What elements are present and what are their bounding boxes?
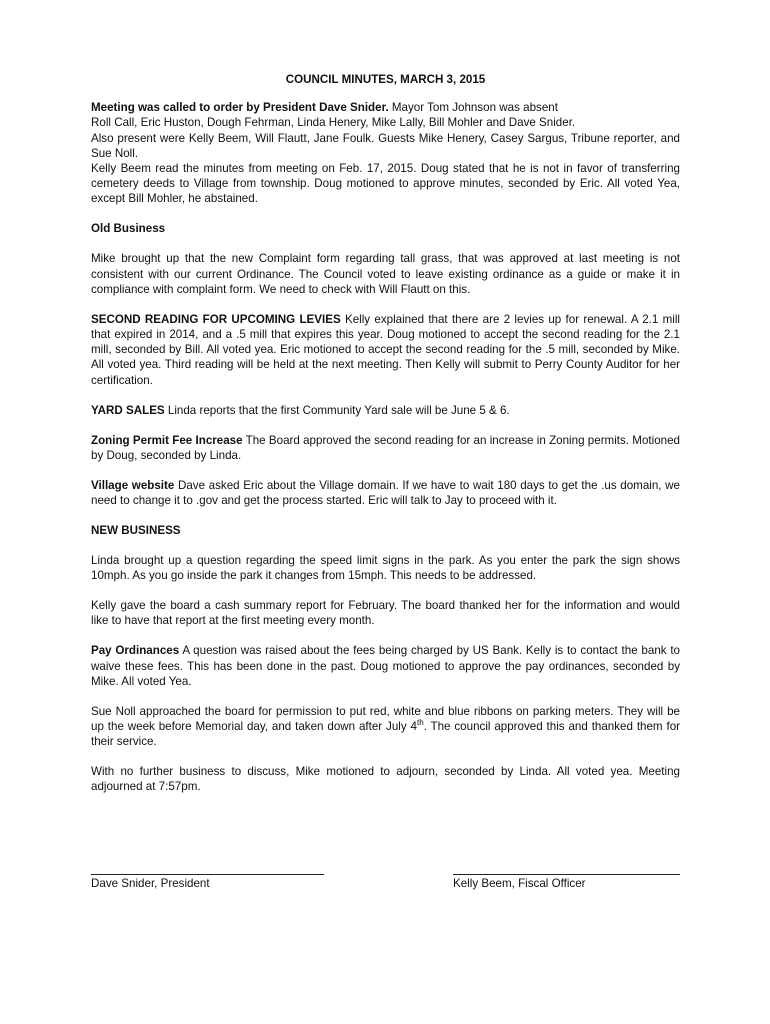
call-to-order-rest: Mayor Tom Johnson was absent: [388, 101, 558, 115]
yard-sales-text: Linda reports that the first Community Yard sale will be June 5 & 6.: [164, 403, 510, 417]
website-paragraph: [91, 478, 680, 508]
signature-name-president: Dave Snider, President: [91, 877, 210, 890]
call-to-order-lead: Meeting was called to order by President Dave Snider.: [91, 101, 389, 115]
signature-row: [91, 874, 680, 904]
pay-ordinances-text: A question was raised about the fees being charged by US Bank. Kelly is to contact the bank to waive these fees. This has been done in the past. Doug motioned to approve the pay ordinances, seconded by Mike. All voted Yea.: [91, 644, 680, 688]
levies-heading: SECOND READING FOR UPCOMING LEVIES: [91, 312, 341, 326]
pay-ordinances-paragraph: [91, 643, 680, 689]
minutes-body: [91, 72, 680, 809]
signature-line: [91, 874, 324, 875]
signature-president: [91, 874, 324, 891]
cash-summary-paragraph: Kelly gave the board a cash summary report for February. The board thanked her for the information and would like to have that report at the first meeting every month.: [91, 599, 680, 628]
signature-fiscal-officer: [453, 874, 680, 891]
levies-text: Kelly explained that there are 2 levies up for renewal. A 2.1 mill that expired in 2014, and a .5 mill that expires this year. Doug motioned to accept the second reading for the 2.1 mill, seconded by Bill. All voted yea. Eric motioned to accept the second reading for the .5 mill, seconded by Mike. All voted yea. Third reading will be held at the next meeting. Then Kelly will submit to Perry County Auditor for her certification.: [91, 312, 680, 387]
also-present: Also present were Kelly Beem, Will Flautt, Jane Foulk. Guests Mike Henery, Casey Sargus, Tribune reporter, and Sue Noll.: [91, 131, 680, 160]
website-text: Dave asked Eric about the Village domain. If we have to wait 180 days to get the .us domain, we need to change it to .gov and get the process started. Eric will talk to Jay to proceed with it.: [91, 478, 680, 508]
zoning-paragraph: [91, 433, 680, 463]
pay-ordinances-heading: Pay Ordinances: [91, 644, 180, 658]
speed-limit-paragraph: Linda brought up a question regarding the speed limit signs in the park. As you enter the park the sign shows 10mph. As you go inside the park it changes from 15mph. This needs to be addressed.: [91, 554, 680, 583]
document-title: COUNCIL MINUTES, MARCH 3, 2015: [285, 73, 486, 86]
ribbons-text: Sue Noll approached the board for permission to put red, white and blue ribbons on parking meters. They will be up the week before Memorial day, and taken down after July 4: [91, 704, 680, 734]
adjourn-paragraph: With no further business to discuss, Mike motioned to adjourn, seconded by Linda. All voted yea. Meeting adjourned at 7:57pm.: [91, 765, 680, 794]
complaint-paragraph: Mike brought up that the new Complaint form regarding tall grass, that was approved at last meeting is not consistent with our current Ordinance. The Council voted to leave existing ordinance as a guide or make it in compliance with complaint form. We need to check with Will Flautt on this.: [91, 252, 680, 296]
zoning-heading: Zoning Permit Fee Increase: [91, 433, 243, 447]
signature-line: [453, 874, 680, 875]
yard-sales-paragraph: [91, 403, 680, 418]
call-to-order: [91, 100, 680, 115]
opening-section: [91, 100, 680, 206]
website-heading: Village website: [91, 478, 175, 492]
signature-name-fiscal-officer: Kelly Beem, Fiscal Officer: [453, 877, 586, 890]
ribbons-paragraph: [91, 704, 680, 750]
roll-call: Roll Call, Eric Huston, Dough Fehrman, Linda Henery, Mike Lally, Bill Mohler and Dave Snider.: [91, 116, 576, 130]
new-business-heading: NEW BUSINESS: [91, 524, 181, 538]
minutes-reading: Kelly Beem read the minutes from meeting on Feb. 17, 2015. Doug stated that he is not in favor of transferring cemetery deeds to Village from township. Doug motioned to approve minutes, seconded by Eric. All voted Yea, except Bill Mohler, he abstained.: [91, 162, 680, 206]
ribbons-superscript: th: [416, 718, 424, 728]
old-business-heading: Old Business: [91, 222, 166, 236]
levies-paragraph: [91, 312, 680, 388]
zoning-text: The Board approved the second reading for an increase in Zoning permits. Motioned by Doug, seconded by Linda.: [91, 433, 680, 462]
yard-sales-heading: YARD SALES: [91, 403, 165, 417]
ribbons-text-end: . The council approved this and thanked them for their service.: [91, 720, 680, 749]
